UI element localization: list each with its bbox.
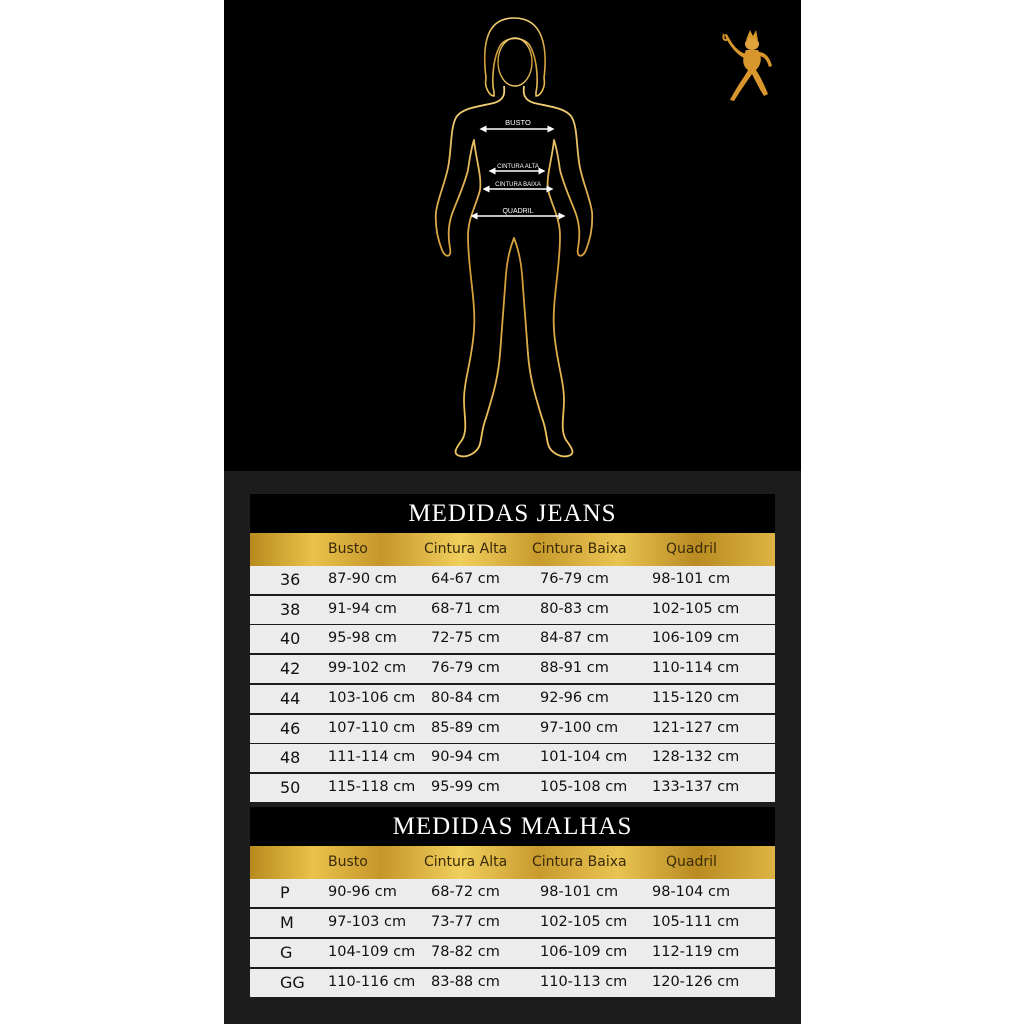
cintura-alta-cell: 80-84 cm [431, 689, 500, 706]
quadril-cell: 115-120 cm [652, 689, 740, 706]
cintura-alta-cell: 95-99 cm [431, 778, 500, 795]
column-header-cintura-alta: Cintura Alta [424, 854, 508, 870]
quadril-cell: 98-101 cm [652, 571, 731, 587]
size-cell: G [280, 943, 293, 962]
busto-cell: 97-103 cm [328, 914, 407, 930]
busto-cell: 90-96 cm [328, 884, 397, 900]
size-cell: GG [280, 973, 305, 992]
quadril-cell: 110-114 cm [652, 660, 740, 677]
cintura-baixa-cell: 105-108 cm [540, 778, 628, 795]
cintura-alta-cell: 72-75 cm [431, 630, 500, 647]
cintura-alta-cell: 85-89 cm [431, 719, 500, 736]
busto-cell: 107-110 cm [328, 719, 416, 736]
size-cell: 44 [280, 688, 301, 708]
column-header-quadril: Quadril [666, 541, 717, 557]
malhas-table-header [250, 846, 775, 880]
busto-cell: 111-114 cm [328, 749, 416, 766]
cintura-baixa-cell: 80-83 cm [540, 600, 609, 617]
size-cell: 42 [280, 659, 301, 679]
size-cell: 40 [280, 629, 301, 649]
cintura-alta-cell: 76-79 cm [431, 660, 500, 677]
cintura-baixa-cell: 106-109 cm [540, 944, 628, 960]
quadril-cell: 133-137 cm [652, 778, 740, 795]
size-cell: P [280, 883, 290, 902]
busto-cell: 115-118 cm [328, 778, 416, 795]
cintura-alta-cell: 64-67 cm [431, 571, 500, 587]
size-chart-panel [224, 0, 801, 1024]
cintura-alta-cell: 68-72 cm [431, 884, 500, 900]
quadril-cell: 128-132 cm [652, 749, 740, 766]
table-row [250, 939, 775, 967]
column-header-busto: Busto [328, 854, 368, 870]
cintura-baixa-cell: 97-100 cm [540, 719, 619, 736]
cintura-alta-cell: 83-88 cm [431, 974, 500, 990]
cintura-baixa-cell: 76-79 cm [540, 571, 609, 587]
column-header-cintura-alta: Cintura Alta [424, 541, 508, 557]
size-cell: M [280, 913, 294, 932]
busto-cell: 91-94 cm [328, 600, 397, 617]
cintura-baixa-cell: 102-105 cm [540, 914, 628, 930]
table-row [250, 879, 775, 907]
quadril-cell: 98-104 cm [652, 884, 731, 900]
cintura-alta-cell: 73-77 cm [431, 914, 500, 930]
body-measurement-figure [224, 0, 801, 471]
cat-woman-logo-icon [720, 26, 780, 106]
cintura-alta-cell: 68-71 cm [431, 600, 500, 617]
size-cell: 38 [280, 599, 301, 619]
table-row [250, 685, 775, 713]
column-header-cintura-baixa: Cintura Baixa [532, 854, 627, 870]
quadril-cell: 120-126 cm [652, 974, 740, 990]
jeans-table-header [250, 533, 775, 567]
table-row [250, 655, 775, 683]
malhas-table-title: MEDIDAS MALHAS [250, 807, 775, 846]
cintura-baixa-cell: 101-104 cm [540, 749, 628, 766]
size-cell: 50 [280, 777, 301, 797]
column-header-busto: Busto [328, 541, 368, 557]
table-row [250, 625, 775, 653]
quadril-cell: 106-109 cm [652, 630, 740, 647]
cintura-alta-cell: 78-82 cm [431, 944, 500, 960]
size-cell: 48 [280, 748, 301, 768]
busto-cell: 103-106 cm [328, 689, 416, 706]
table-row [250, 909, 775, 937]
table-row [250, 566, 775, 594]
busto-cell: 87-90 cm [328, 571, 397, 587]
label-cintura-alta: CINTURA ALTA [497, 164, 539, 170]
table-row [250, 744, 775, 772]
cintura-baixa-cell: 88-91 cm [540, 660, 609, 677]
label-busto: BUSTO [505, 118, 531, 127]
quadril-cell: 112-119 cm [652, 944, 740, 960]
cintura-alta-cell: 90-94 cm [431, 749, 500, 766]
table-row [250, 715, 775, 743]
table-row [250, 969, 775, 997]
busto-cell: 104-109 cm [328, 944, 416, 960]
label-quadril: QUADRIL [502, 208, 534, 215]
busto-cell: 99-102 cm [328, 660, 407, 677]
quadril-cell: 102-105 cm [652, 600, 740, 617]
cintura-baixa-cell: 98-101 cm [540, 884, 619, 900]
column-header-cintura-baixa: Cintura Baixa [532, 541, 627, 557]
body-outline-illustration [224, 0, 801, 471]
table-row [250, 596, 775, 624]
quadril-cell: 105-111 cm [652, 914, 740, 930]
busto-cell: 95-98 cm [328, 630, 397, 647]
column-header-quadril: Quadril [666, 854, 717, 870]
quadril-cell: 121-127 cm [652, 719, 740, 736]
cintura-baixa-cell: 84-87 cm [540, 630, 609, 647]
size-cell: 46 [280, 718, 301, 738]
table-row [250, 774, 775, 802]
cintura-baixa-cell: 92-96 cm [540, 689, 609, 706]
size-cell: 36 [280, 570, 301, 589]
jeans-table-title: MEDIDAS JEANS [250, 494, 775, 533]
label-cintura-baixa: CINTURA BAIXA [495, 182, 541, 188]
busto-cell: 110-116 cm [328, 974, 416, 990]
cintura-baixa-cell: 110-113 cm [540, 974, 628, 990]
